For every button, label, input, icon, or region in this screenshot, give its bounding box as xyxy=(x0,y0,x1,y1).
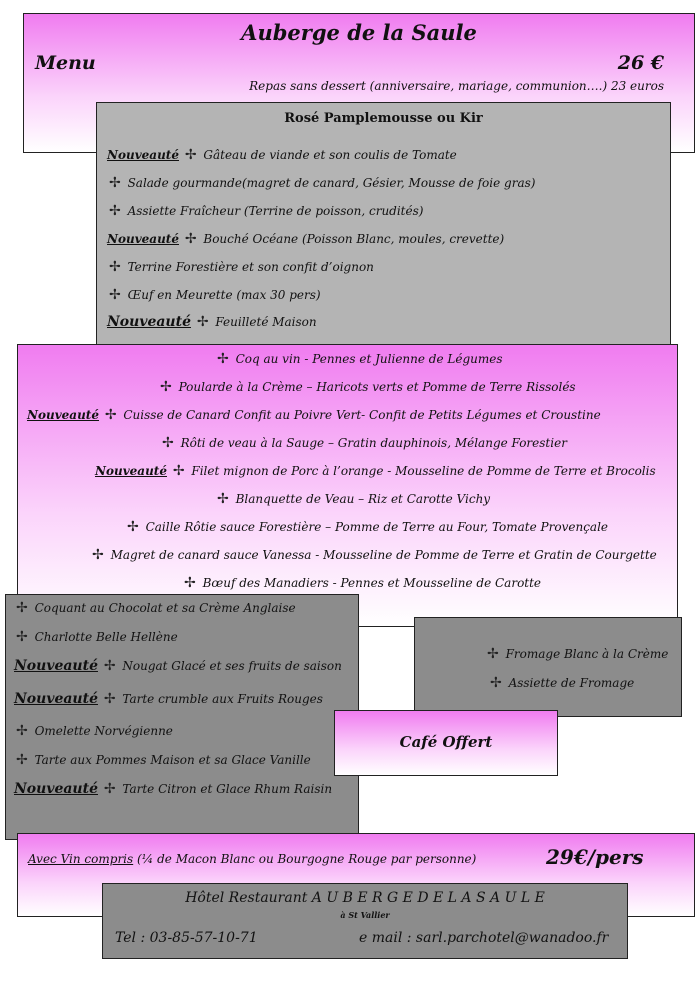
dessert-text: Nougat Glacé et ses fruits de saison xyxy=(122,659,342,673)
ornament-icon: ✢ xyxy=(16,723,28,739)
footer-place: à St Vallier xyxy=(340,910,390,920)
starter-item xyxy=(107,287,321,303)
wine-line xyxy=(28,852,476,866)
ornament-icon: ✢ xyxy=(490,675,502,691)
ornament-icon: ✢ xyxy=(162,435,174,451)
dessert-item xyxy=(14,629,178,645)
new-label: Nouveauté xyxy=(107,148,179,162)
ornament-icon: ✢ xyxy=(487,646,499,662)
aperitif: Rosé Pamplemousse ou Kir xyxy=(284,111,483,126)
footer-email: e mail : sarl.parchotel@wanadoo.fr xyxy=(359,930,609,946)
dessert-item xyxy=(14,691,323,707)
cheese-item xyxy=(485,646,668,662)
ornament-icon: ✢ xyxy=(217,351,229,367)
ornament-icon: ✢ xyxy=(103,691,116,707)
coffee-offered: Café Offert xyxy=(399,733,493,751)
dessert-item xyxy=(14,658,342,674)
starter-item xyxy=(107,175,535,191)
main-text: Cuisse de Canard Confit au Poivre Vert- Confit de Petits Légumes et Croustine xyxy=(123,408,601,422)
ornament-icon: ✢ xyxy=(217,491,229,507)
cheese-item xyxy=(488,675,634,691)
main-item xyxy=(95,463,656,479)
new-label: Nouveauté xyxy=(107,232,179,246)
main-text: Filet mignon de Porc à l’orange - Mousseline de Pomme de Terre et Brocolis xyxy=(191,464,656,478)
ornament-icon: ✢ xyxy=(160,379,172,395)
ornament-icon: ✢ xyxy=(172,463,185,479)
main-item xyxy=(125,519,608,535)
ornament-icon: ✢ xyxy=(109,259,121,275)
main-text: Rôti de veau à la Sauge – Gratin dauphinois, Mélange Forestier xyxy=(180,436,567,450)
ornament-icon: ✢ xyxy=(109,203,121,219)
main-text: Magret de canard sauce Vanessa - Mousseline de Pomme de Terre et Gratin de Courgette xyxy=(110,548,657,562)
starter-item xyxy=(107,259,374,275)
main-item xyxy=(158,379,576,395)
cheese-text: Fromage Blanc à la Crème xyxy=(505,647,669,661)
ornament-icon: ✢ xyxy=(184,147,197,163)
dessert-item xyxy=(14,723,173,739)
main-item xyxy=(90,547,657,563)
ornament-icon: ✢ xyxy=(92,547,104,563)
starter-text: Gâteau de viande et son coulis de Tomate xyxy=(203,148,457,162)
ornament-icon: ✢ xyxy=(16,629,28,645)
new-label: Nouveauté xyxy=(14,781,98,797)
footer-box xyxy=(102,883,628,959)
wine-detail: (¼ de Macon Blanc ou Bourgogne Rouge par personne) xyxy=(133,852,477,866)
starter-text: Feuilleté Maison xyxy=(215,315,317,329)
wine-label: Avec Vin compris xyxy=(28,852,134,866)
starter-item xyxy=(107,203,423,219)
main-item xyxy=(160,435,567,451)
wine-price: 29€/pers xyxy=(546,845,644,869)
new-label: Nouveauté xyxy=(27,408,99,422)
dessert-item xyxy=(14,752,311,768)
main-text: Bœuf des Manadiers - Pennes et Mousseline de Carotte xyxy=(202,576,542,590)
ornament-icon: ✢ xyxy=(184,575,196,591)
starter-text: Terrine Forestière et son confit d’oignon xyxy=(127,260,374,274)
main-text: Poularde à la Crème – Haricots verts et Pomme de Terre Rissolés xyxy=(178,380,576,394)
main-item xyxy=(215,491,490,507)
starter-text: Bouché Océane (Poisson Blanc, moules, crevette) xyxy=(203,232,505,246)
restaurant-title: Auberge de la Saule xyxy=(241,20,477,45)
dessert-text: Charlotte Belle Hellène xyxy=(34,630,178,644)
cheese-text: Assiette de Fromage xyxy=(508,676,635,690)
menu-label: Menu xyxy=(35,52,96,74)
dessert-text: Tarte crumble aux Fruits Rouges xyxy=(122,692,323,706)
dessert-item xyxy=(14,781,332,797)
dessert-text: Tarte aux Pommes Maison et sa Glace Vanille xyxy=(34,753,311,767)
main-text: Caille Rôtie sauce Forestière – Pomme de Terre au Four, Tomate Provençale xyxy=(145,520,609,534)
footer-phone: Tel : 03-85-57-10-71 xyxy=(115,930,258,946)
ornament-icon: ✢ xyxy=(196,314,209,330)
no-dessert-note: Repas sans dessert (anniversaire, mariage, communion….) 23 euros xyxy=(249,79,664,93)
ornament-icon: ✢ xyxy=(184,231,197,247)
cheese-box xyxy=(414,617,682,717)
footer-restaurant-name: Hôtel Restaurant A U B E R G E D E L A S A U L E xyxy=(185,890,545,906)
starter-text: Salade gourmande(magret de canard, Gésier, Mousse de foie gras) xyxy=(127,176,536,190)
starter-text: Assiette Fraîcheur (Terrine de poisson, crudités) xyxy=(127,204,424,218)
starter-item xyxy=(107,231,504,247)
dessert-text: Coquant au Chocolat et sa Crème Anglaise xyxy=(34,601,296,615)
starter-item xyxy=(107,314,317,330)
starter-item xyxy=(107,147,457,163)
new-label: Nouveauté xyxy=(107,314,191,330)
dessert-text: Omelette Norvégienne xyxy=(34,724,173,738)
ornament-icon: ✢ xyxy=(127,519,139,535)
menu-price: 26 € xyxy=(617,52,664,74)
ornament-icon: ✢ xyxy=(103,658,116,674)
starter-text: Œuf en Meurette (max 30 pers) xyxy=(127,288,321,302)
new-label: Nouveauté xyxy=(14,658,98,674)
new-label: Nouveauté xyxy=(95,464,167,478)
main-item xyxy=(182,575,541,591)
main-text: Blanquette de Veau – Riz et Carotte Vichy xyxy=(235,492,491,506)
ornament-icon: ✢ xyxy=(16,600,28,616)
ornament-icon: ✢ xyxy=(109,287,121,303)
coffee-box xyxy=(334,710,558,776)
new-label: Nouveauté xyxy=(14,691,98,707)
dessert-text: Tarte Citron et Glace Rhum Raisin xyxy=(122,782,333,796)
dessert-item xyxy=(14,600,296,616)
ornament-icon: ✢ xyxy=(109,175,121,191)
main-text: Coq au vin - Pennes et Julienne de Légumes xyxy=(235,352,503,366)
main-item xyxy=(27,407,601,423)
ornament-icon: ✢ xyxy=(104,407,117,423)
ornament-icon: ✢ xyxy=(103,781,116,797)
starters-box xyxy=(96,102,671,348)
main-item xyxy=(215,351,503,367)
ornament-icon: ✢ xyxy=(16,752,28,768)
